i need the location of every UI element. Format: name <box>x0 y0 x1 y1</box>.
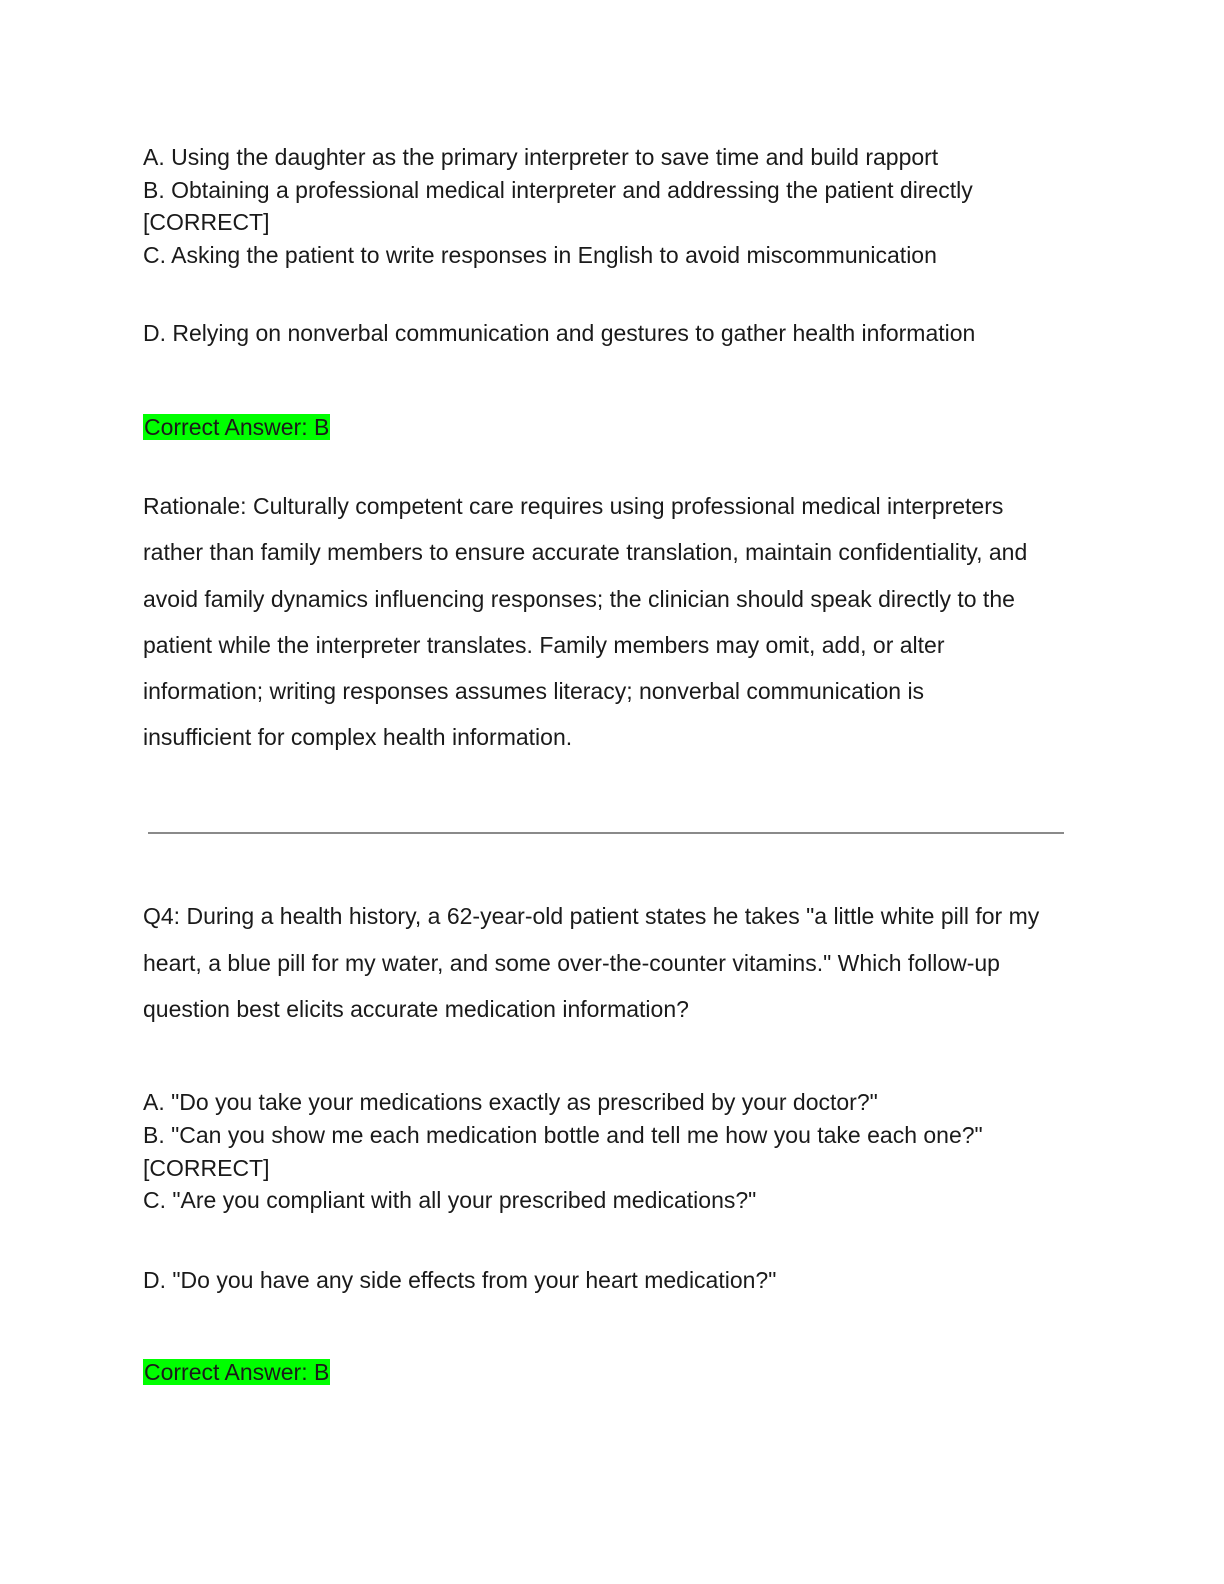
q3-option-b: B. Obtaining a professional medical interpreter and addressing the patient directly <box>143 177 973 203</box>
q4-option-b: B. "Can you show me each medication bottle and tell me how you take each one?" <box>143 1122 983 1148</box>
q3-rationale-line: information; writing responses assumes literacy; nonverbal communication is <box>143 678 925 704</box>
q4-option-b-correct-tag: [CORRECT] <box>143 1155 270 1181</box>
q3-option-d: D. Relying on nonverbal communication and gestures to gather health information <box>143 320 976 346</box>
q3-option-b-correct-tag: [CORRECT] <box>143 209 270 235</box>
q4-question-line: question best elicits accurate medication information? <box>143 996 689 1022</box>
q4-correct-answer-highlight: Correct Answer: B <box>144 1359 330 1385</box>
q3-rationale-line: insufficient for complex health information. <box>143 724 573 750</box>
q4-option-a: A. "Do you take your medications exactly as prescribed by your doctor?" <box>143 1089 878 1115</box>
q4-correct-answer <box>143 1358 330 1386</box>
q3-rationale-line: rather than family members to ensure accurate translation, maintain confidentiality, and <box>143 539 1028 565</box>
section-divider <box>148 832 1064 834</box>
q3-option-c: C. Asking the patient to write responses in English to avoid miscommunication <box>143 242 937 268</box>
q3-rationale-line: Rationale: Culturally competent care requires using professional medical interpreters <box>143 493 1004 519</box>
q4-option-d: D. "Do you have any side effects from your heart medication?" <box>143 1267 777 1293</box>
q3-rationale-line: avoid family dynamics influencing responses; the clinician should speak directly to the <box>143 586 1015 612</box>
q3-rationale-line: patient while the interpreter translates. Family members may omit, add, or alter <box>143 632 945 658</box>
q4-question-line: Q4: During a health history, a 62-year-old patient states he takes "a little white pill for my <box>143 903 1040 929</box>
q3-correct-answer <box>143 413 330 441</box>
q3-correct-answer-highlight: Correct Answer: B <box>144 414 330 440</box>
q4-option-c: C. "Are you compliant with all your prescribed medications?" <box>143 1187 757 1213</box>
q4-question-line: heart, a blue pill for my water, and some over-the-counter vitamins." Which follow-up <box>143 950 1000 976</box>
q3-option-a: A. Using the daughter as the primary interpreter to save time and build rapport <box>143 144 939 170</box>
